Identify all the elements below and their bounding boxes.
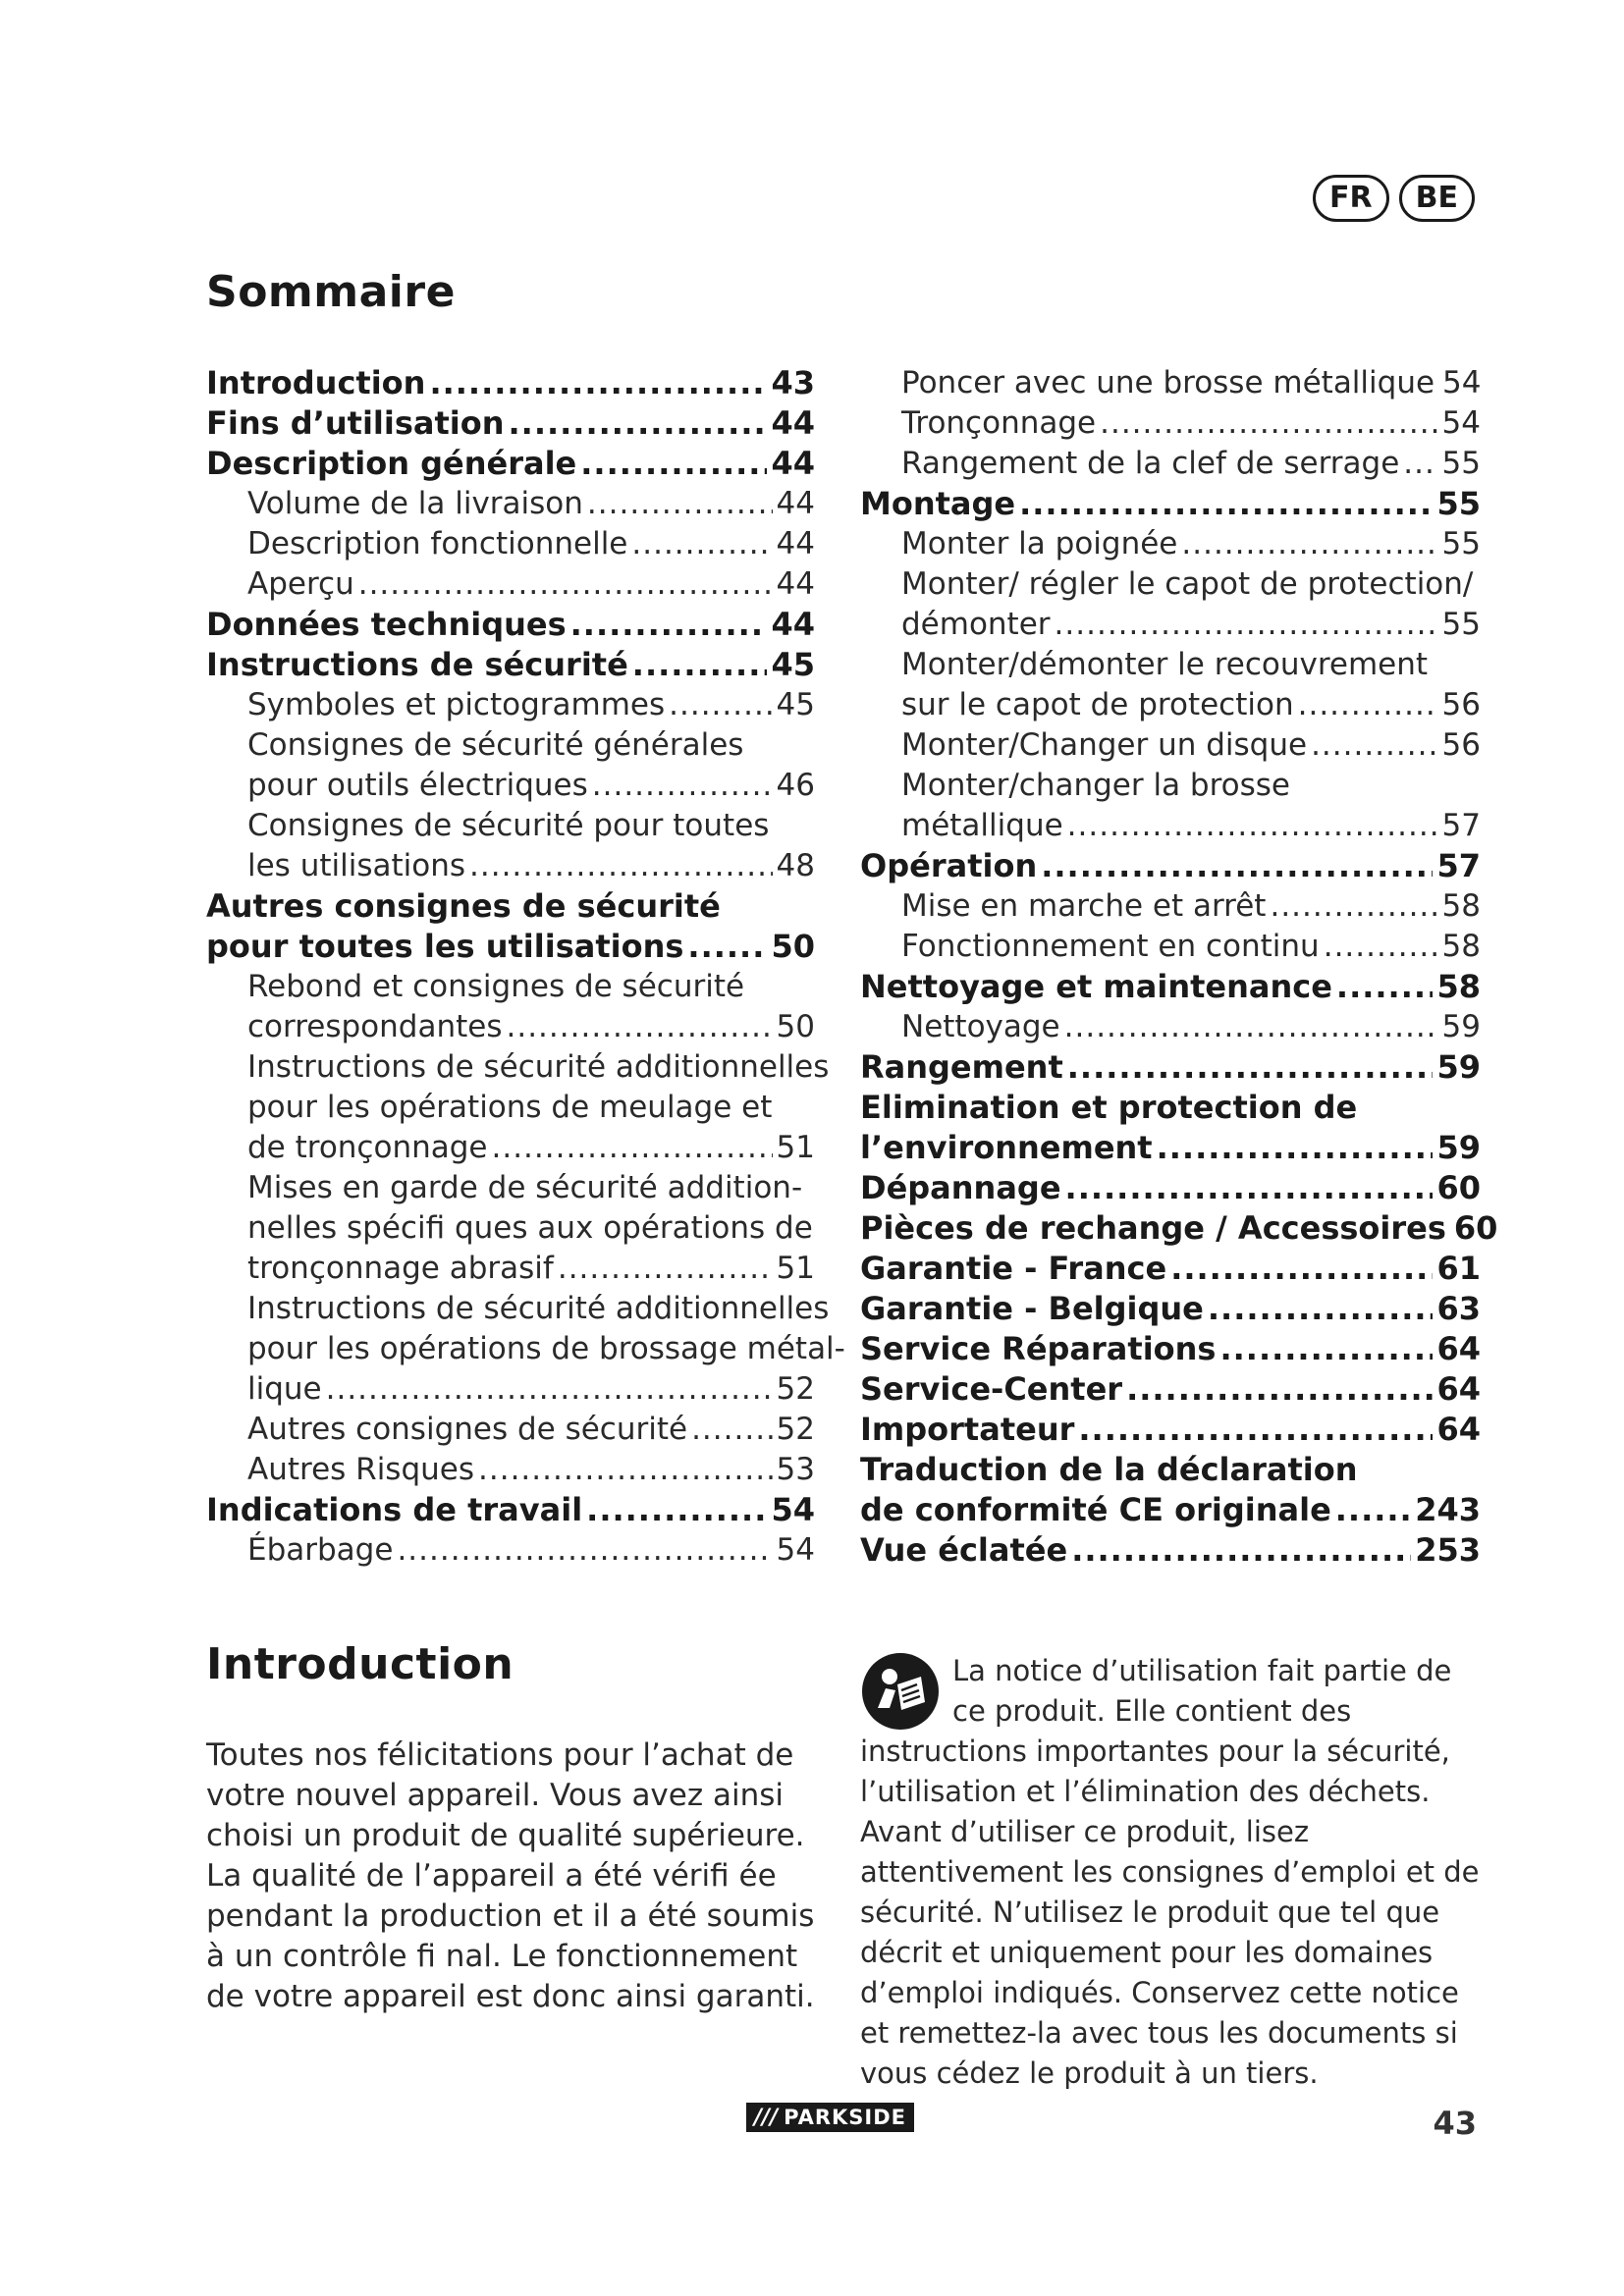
toc-entry-title: Ébarbage	[247, 1532, 394, 1568]
toc-entry-page: 56	[1441, 727, 1481, 763]
toc-entry	[860, 484, 1481, 524]
toc-entry-title: Fins d’utilisation	[206, 404, 505, 442]
toc-leader-dots	[1219, 1329, 1433, 1369]
toc-entry	[860, 1047, 1481, 1088]
toc-entry-page: 45	[771, 646, 815, 683]
toc-entry	[860, 886, 1481, 927]
toc-entry-title: Symboles et pictogrammes	[247, 687, 666, 722]
toc-entry	[206, 363, 815, 403]
toc-entry-title: Dépannage	[860, 1169, 1061, 1206]
toc-entry-page: 53	[776, 1452, 815, 1487]
toc-leader-dots	[1324, 927, 1438, 967]
notice-text: La notice d’utilisation fait partie de ce produit. Elle contient des instructions importantes pour la sécurité, l’utilisation et l’élimination des déchets. Avant d’utiliser ce produit, lisez attentivement les consignes d’emploi et de sécurité. N’utilisez le produit que tel que décrit et uniquement pour les domaines d’emploi indiqués. Conservez cette notice et remettez-la avec tous les documents si vous cédez le produit à un tiers.	[860, 1654, 1480, 2090]
toc-leader-dots	[478, 1450, 773, 1490]
toc-entry	[206, 967, 815, 1007]
toc-entry	[206, 1329, 845, 1369]
toc-entry	[206, 1410, 815, 1450]
toc-entry-title: Monter/changer la brosse	[901, 768, 1291, 803]
toc-leader-dots	[1019, 484, 1433, 524]
toc-entry-title: Introduction	[206, 364, 426, 401]
toc-entry	[206, 1208, 815, 1249]
toc-entry-page: 64	[1436, 1370, 1481, 1408]
toc-entry-title: Vue éclatée	[860, 1531, 1068, 1569]
toc-leader-dots	[1181, 524, 1437, 564]
toc-leader-dots	[1065, 1168, 1434, 1208]
toc-entry-title: Pièces de rechange / Accessoires	[860, 1209, 1446, 1247]
toc-entry-page: 44	[771, 606, 815, 643]
toc-entry	[860, 1369, 1481, 1410]
lang-badge-fr: FR	[1313, 175, 1389, 222]
toc-entry	[206, 1007, 815, 1047]
toc-entry-title: Elimination et protection de	[860, 1089, 1358, 1126]
toc-title: Sommaire	[206, 267, 456, 317]
toc-entry	[206, 444, 815, 484]
toc-entry-page: 60	[1436, 1169, 1481, 1206]
toc-entry-title: Instructions de sécurité additionnelles	[247, 1049, 830, 1085]
toc-entry-title: tronçonnage abrasif	[247, 1251, 554, 1286]
toc-entry-title: l’environnement	[860, 1129, 1153, 1166]
toc-entry-page: 59	[1441, 1009, 1481, 1044]
toc-entry-page: 50	[776, 1009, 815, 1044]
toc-entry	[206, 1490, 815, 1530]
toc-entry-title: les utilisations	[247, 848, 466, 883]
toc-entry	[860, 1450, 1481, 1490]
toc-entry-page: 54	[1442, 365, 1482, 400]
toc-entry	[860, 967, 1481, 1007]
toc-leader-dots	[1078, 1410, 1433, 1450]
toc-leader-dots	[586, 1490, 767, 1530]
toc-entry	[860, 1007, 1481, 1047]
toc-leader-dots	[1067, 1047, 1434, 1088]
toc-leader-dots	[691, 1410, 772, 1450]
parkside-logo	[746, 2103, 914, 2132]
toc-entry	[206, 886, 815, 927]
toc-entry	[860, 645, 1481, 685]
toc-entry-title: Indications de travail	[206, 1491, 583, 1528]
toc-entry	[206, 846, 815, 886]
toc-entry-page: 243	[1415, 1491, 1481, 1528]
toc-entry-page: 58	[1436, 968, 1481, 1005]
toc-entry-title: Rangement de la clef de serrage	[901, 446, 1400, 481]
toc-entry-title: Monter/démonter le recouvrement	[901, 647, 1429, 682]
toc-leader-dots	[580, 444, 767, 484]
toc-leader-dots	[1100, 403, 1437, 444]
toc-entry-title: Service Réparations	[860, 1330, 1217, 1367]
toc-entry-title: Fonctionnement en continu	[901, 929, 1320, 964]
toc-entry-page: 46	[776, 768, 815, 803]
toc-entry	[206, 524, 815, 564]
toc-entry-title: pour les opérations de brossage métal-	[247, 1331, 845, 1366]
toc-entry-page: 54	[771, 1491, 815, 1528]
toc-entry-page: 63	[1436, 1290, 1481, 1327]
intro-title: Introduction	[206, 1639, 514, 1689]
toc-entry-title: Consignes de sécurité pour toutes	[247, 808, 770, 843]
toc-entry	[860, 1128, 1481, 1168]
toc-leader-dots	[1067, 806, 1438, 846]
toc-entry-page: 58	[1441, 929, 1481, 964]
toc-leader-dots	[570, 605, 768, 645]
toc-entry-title: lique	[247, 1371, 322, 1407]
toc-entry	[206, 1530, 815, 1571]
notice-block	[860, 1651, 1481, 2094]
toc-entry	[860, 1208, 1498, 1249]
toc-entry	[206, 725, 815, 766]
lang-badge-be: BE	[1399, 175, 1475, 222]
toc-entry-title: correspondantes	[247, 1009, 503, 1044]
toc-leader-dots	[1157, 1128, 1434, 1168]
language-badges	[1313, 175, 1475, 222]
toc-entry-page: 55	[1441, 446, 1481, 481]
toc-entry-page: 54	[1441, 405, 1481, 441]
toc-entry-page: 50	[771, 928, 815, 965]
toc-entry-page: 44	[776, 526, 815, 561]
toc-entry-title: Consignes de sécurité générales	[247, 727, 744, 763]
toc-entry-title: nelles spécifi ques aux opérations de	[247, 1210, 813, 1246]
toc-entry	[860, 1410, 1481, 1450]
toc-entry	[860, 1289, 1481, 1329]
toc-entry	[860, 685, 1481, 725]
toc-entry-page: 52	[776, 1371, 815, 1407]
toc-entry	[206, 1128, 815, 1168]
toc-entry	[206, 1088, 815, 1128]
toc-leader-dots	[1170, 1249, 1433, 1289]
toc-leader-dots	[631, 524, 772, 564]
toc-entry-title: sur le capot de protection	[901, 687, 1294, 722]
toc-entry	[860, 1249, 1481, 1289]
toc-leader-dots	[558, 1249, 773, 1289]
toc-leader-dots	[326, 1369, 773, 1410]
toc-entry-title: Description générale	[206, 445, 577, 482]
toc-entry-page: 59	[1436, 1129, 1481, 1166]
toc-entry-title: Service-Center	[860, 1370, 1123, 1408]
toc-leader-dots	[1126, 1369, 1433, 1410]
toc-leader-dots	[1055, 605, 1438, 645]
toc-entry-page: 57	[1441, 808, 1481, 843]
toc-entry-title: pour toutes les utilisations	[206, 928, 684, 965]
toc-entry-page: 253	[1415, 1531, 1481, 1569]
toc-right-column	[860, 363, 1498, 1571]
toc-leader-dots	[1335, 1490, 1411, 1530]
toc-entry-title: pour les opérations de meulage et	[247, 1090, 773, 1125]
page-number: 43	[1433, 2105, 1477, 2142]
toc-entry-page: 45	[776, 687, 815, 722]
toc-entry	[206, 1168, 815, 1208]
toc-entry	[206, 1047, 830, 1088]
toc-leader-dots	[509, 403, 768, 444]
toc-entry-title: de conformité CE originale	[860, 1491, 1331, 1528]
toc-entry-page: 57	[1436, 847, 1481, 884]
toc-entry	[206, 403, 815, 444]
toc-entry	[860, 1490, 1481, 1530]
logo-stripes: ///	[754, 2105, 779, 2130]
toc-entry-page: 61	[1436, 1250, 1481, 1287]
toc-entry	[206, 645, 815, 685]
toc-entry	[860, 1088, 1481, 1128]
toc-leader-dots	[507, 1007, 773, 1047]
toc-leader-dots	[492, 1128, 773, 1168]
toc-entry-title: Mise en marche et arrêt	[901, 888, 1267, 924]
toc-entry-title: pour outils électriques	[247, 768, 588, 803]
toc-entry	[860, 444, 1481, 484]
toc-entry-page: 56	[1441, 687, 1481, 722]
toc-entry-page: 44	[771, 445, 815, 482]
toc-entry-title: démonter	[901, 607, 1051, 642]
toc-entry	[860, 806, 1481, 846]
toc-entry	[206, 806, 815, 846]
toc-leader-dots	[587, 484, 773, 524]
toc-entry	[860, 1168, 1481, 1208]
toc-entry	[206, 484, 815, 524]
toc-entry-title: Autres Risques	[247, 1452, 475, 1487]
intro-paragraph-2: La qualité de l’appareil a été vérifi ée pendant la production et il a été soumis à un contrôle fi nal. Le fonctionnement de votre appareil est donc ainsi garanti.	[206, 1858, 815, 2014]
toc-entry-title: Instructions de sécurité additionnelles	[247, 1291, 830, 1326]
toc-entry	[860, 1530, 1481, 1571]
toc-entry	[206, 1450, 815, 1490]
toc-entry	[860, 766, 1481, 806]
toc-entry-title: Garantie - France	[860, 1250, 1167, 1287]
toc-entry-title: Traduction de la déclaration	[860, 1451, 1358, 1488]
toc-entry	[206, 605, 815, 645]
toc-entry	[206, 1249, 815, 1289]
read-manual-icon	[860, 1651, 941, 1732]
toc-entry-title: Opération	[860, 847, 1038, 884]
toc-leader-dots	[669, 685, 772, 725]
intro-paragraph-1: Toutes nos félicitations pour l’achat de votre nouvel appareil. Vous avez ainsi choisi un produit de qualité supérieure.	[206, 1737, 805, 1853]
toc-entry-title: Montage	[860, 485, 1016, 522]
toc-entry-page: 44	[776, 486, 815, 521]
toc-leader-dots	[358, 564, 773, 605]
toc-entry-page: 60	[1453, 1209, 1498, 1247]
toc-leader-dots	[632, 645, 768, 685]
toc-leader-dots	[469, 846, 773, 886]
toc-entry-page: 44	[776, 566, 815, 602]
toc-entry	[860, 564, 1481, 605]
toc-entry-page: 55	[1436, 485, 1481, 522]
toc-leader-dots	[1336, 967, 1434, 1007]
toc-entry	[206, 1369, 815, 1410]
toc-entry-page: 55	[1441, 607, 1481, 642]
toc-entry	[206, 685, 815, 725]
toc-entry-page: 54	[776, 1532, 815, 1568]
toc-entry-title: Volume de la livraison	[247, 486, 583, 521]
toc-entry-title: Monter la poignée	[901, 526, 1178, 561]
toc-entry-page: 55	[1441, 526, 1481, 561]
toc-leader-dots	[1298, 685, 1438, 725]
toc-leader-dots	[1270, 886, 1437, 927]
toc-entry-page: 43	[771, 364, 815, 401]
toc-entry	[206, 766, 815, 806]
toc-leader-dots	[592, 766, 773, 806]
toc-leader-dots	[1208, 1289, 1434, 1329]
logo-text: PARKSIDE	[784, 2106, 906, 2129]
toc-entry-title: de tronçonnage	[247, 1130, 488, 1165]
toc-entry-page: 64	[1436, 1330, 1481, 1367]
toc-entry	[860, 524, 1481, 564]
toc-entry	[860, 927, 1481, 967]
toc-entry	[860, 846, 1481, 886]
toc-leader-dots	[397, 1530, 772, 1571]
toc-entry-title: Autres consignes de sécurité	[247, 1412, 688, 1447]
toc-entry-page: 44	[771, 404, 815, 442]
toc-entry	[860, 363, 1481, 403]
toc-entry-title: Rangement	[860, 1048, 1063, 1086]
toc-entry-title: Aperçu	[247, 566, 354, 602]
toc-entry	[206, 927, 815, 967]
toc-entry	[860, 403, 1481, 444]
toc-entry	[206, 1289, 830, 1329]
toc-entry-title: Tronçonnage	[901, 405, 1097, 441]
toc-entry-title: Instructions de sécurité	[206, 646, 628, 683]
toc-entry-page: 48	[776, 848, 815, 883]
toc-entry-page: 58	[1441, 888, 1481, 924]
toc-leader-dots	[1403, 444, 1437, 484]
toc-left-column	[206, 363, 845, 1571]
toc-entry-title: Monter/ régler le capot de protection/	[901, 566, 1474, 602]
toc-entry	[860, 725, 1481, 766]
toc-leader-dots	[429, 363, 767, 403]
toc-entry-title: Monter/Changer un disque	[901, 727, 1308, 763]
toc-leader-dots	[1064, 1007, 1438, 1047]
toc-entry	[860, 605, 1481, 645]
toc-entry-page: 52	[776, 1412, 815, 1447]
toc-entry-page: 51	[776, 1130, 815, 1165]
toc-entry-title: Description fonctionnelle	[247, 526, 628, 561]
toc-entry	[206, 564, 815, 605]
toc-entry-page: 59	[1436, 1048, 1481, 1086]
toc-leader-dots	[1041, 846, 1433, 886]
intro-body	[206, 1735, 815, 2017]
toc-entry-title: Rebond et consignes de sécurité	[247, 969, 745, 1004]
toc-leader-dots	[1071, 1530, 1411, 1571]
toc-entry-title: Nettoyage	[901, 1009, 1060, 1044]
toc-leader-dots	[687, 927, 767, 967]
toc-entry-title: Importateur	[860, 1411, 1075, 1448]
toc-entry-title: Poncer avec une brosse métallique	[901, 365, 1435, 400]
toc-entry-title: Données techniques	[206, 606, 567, 643]
toc-entry-title: Mises en garde de sécurité addition-	[247, 1170, 803, 1205]
toc-entry-title: métallique	[901, 808, 1063, 843]
toc-entry-title: Autres consignes de sécurité	[206, 887, 721, 925]
toc-entry-title: Garantie - Belgique	[860, 1290, 1204, 1327]
toc-leader-dots	[1311, 725, 1437, 766]
toc-entry-title: Nettoyage et maintenance	[860, 968, 1332, 1005]
toc-entry-page: 51	[776, 1251, 815, 1286]
toc-entry	[860, 1329, 1481, 1369]
toc-entry-page: 64	[1436, 1411, 1481, 1448]
